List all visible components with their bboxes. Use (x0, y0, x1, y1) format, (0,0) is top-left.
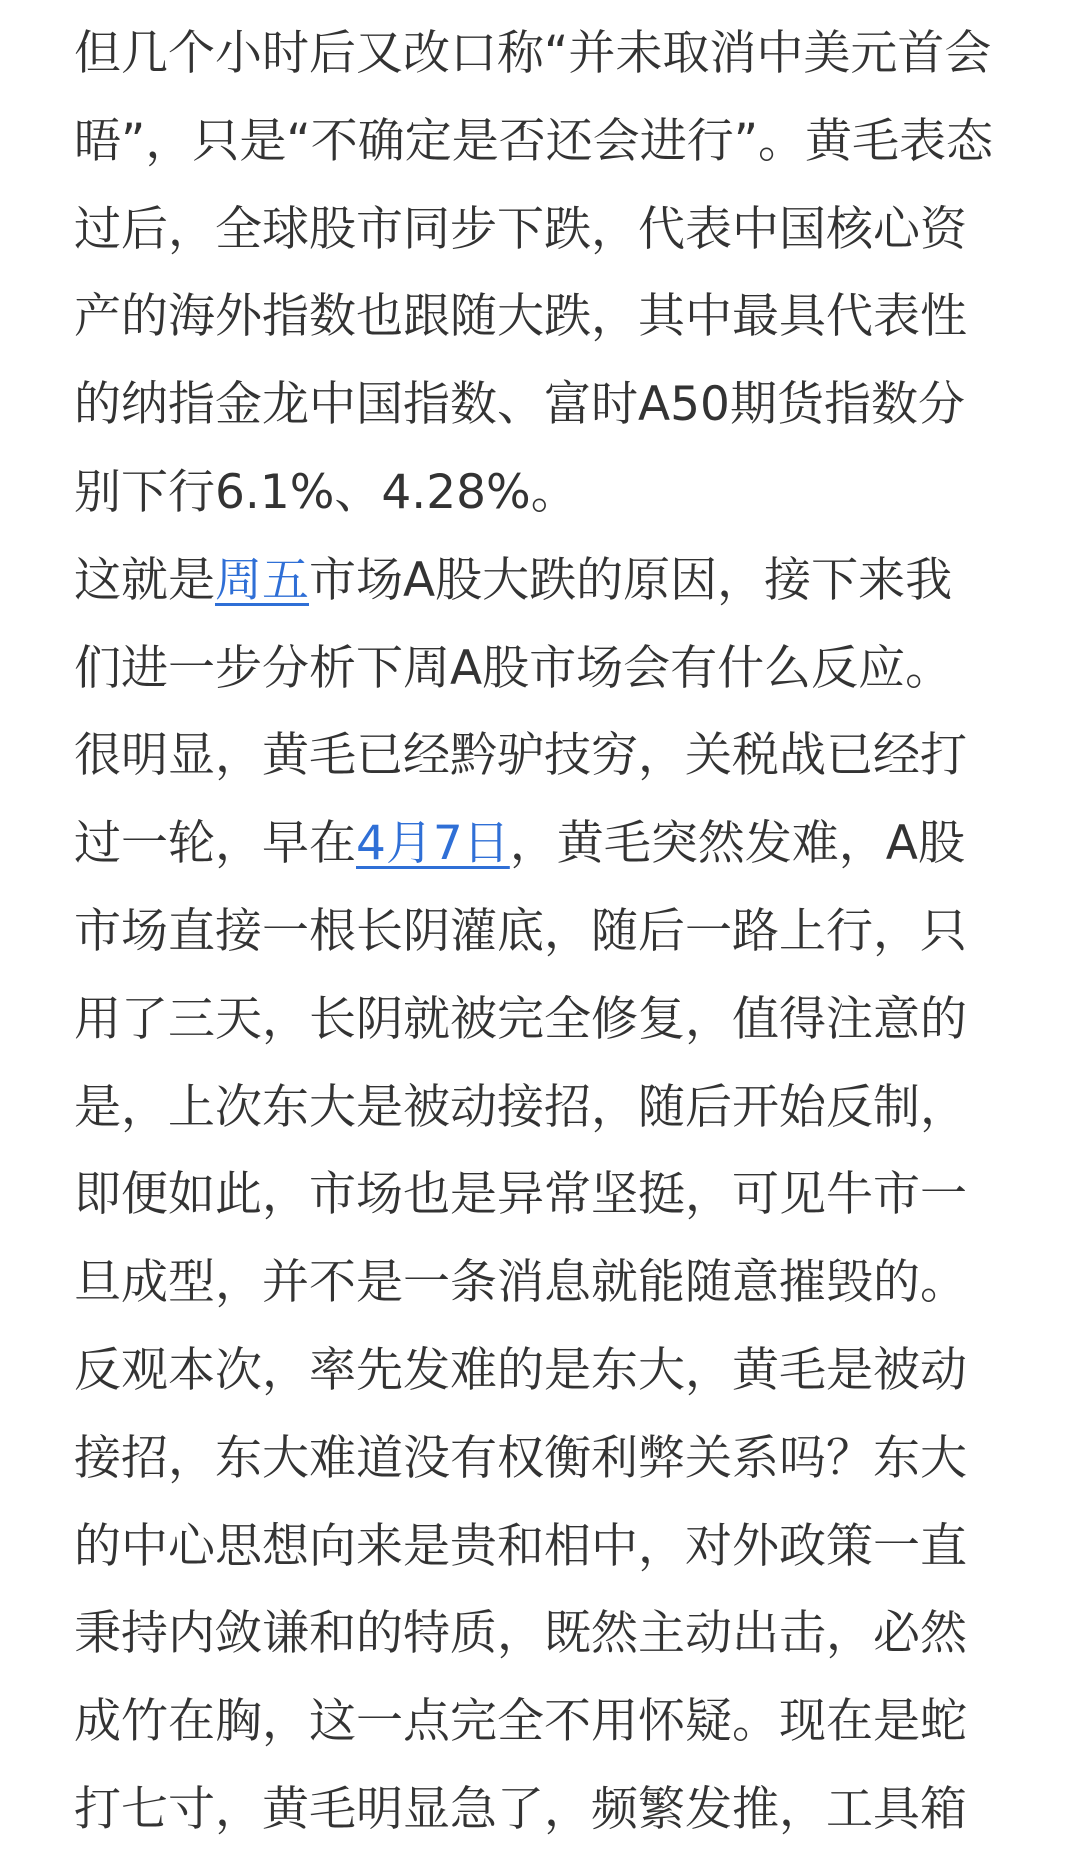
paragraph-4 (74, 1327, 1019, 1854)
paragraph-2-text-b: 市场A股大跌的原因，接下来我 们进一步分析下周A股市场会有什么反应。 (74, 552, 953, 696)
paragraph-3-text-b: ，黄毛突然发难，A股 市场直接一根长阴灌底，随后一路上行，只 用了三天，长阴就被完全修复，值得注意的 是，上次东大是被动接招，随后开始反制， 即便如此，市场也是异常坚挺，可见牛市一 旦成型，并不是一条消息就能随意摧毁的。 (74, 816, 967, 1311)
paragraph-3 (74, 712, 1019, 1327)
paragraph-2-text-a: 这就是 (74, 552, 215, 608)
paragraph-2 (74, 537, 1019, 713)
paragraph-1-text: 但几个小时后又改口称“并未取消中美元首会 晤”，只是“不确定是否还会进行”。黄毛表态 过后，全球股市同步下跌，代表中国核心资 产的海外指数也跟随大跌，其中最具代表性 的纳指金龙中国指数、富时A50期货指数分 别下行6.1%、4.28%。 (74, 26, 994, 520)
article-body (74, 10, 1019, 1854)
paragraph-1 (74, 10, 1019, 537)
link-april-7[interactable]: 4月7日 (356, 816, 510, 872)
paragraph-4-text: 反观本次，率先发难的是东大，黄毛是被动 接招，东大难道没有权衡利弊关系吗？东大 的中心思想向来是贵和相中，对外政策一直 秉持内敛谦和的特质，既然主动出击，必然 成竹在胸，这一点完全不用怀疑。现在是蛇 打七寸，黄毛明显急了，频繁发推，工具箱 (74, 1342, 967, 1837)
paragraph-3-text-a: 很明显，黄毛已经黔驴技穷，关税战已经打 过一轮，早在 (74, 728, 967, 872)
link-friday[interactable]: 周五 (215, 552, 309, 608)
